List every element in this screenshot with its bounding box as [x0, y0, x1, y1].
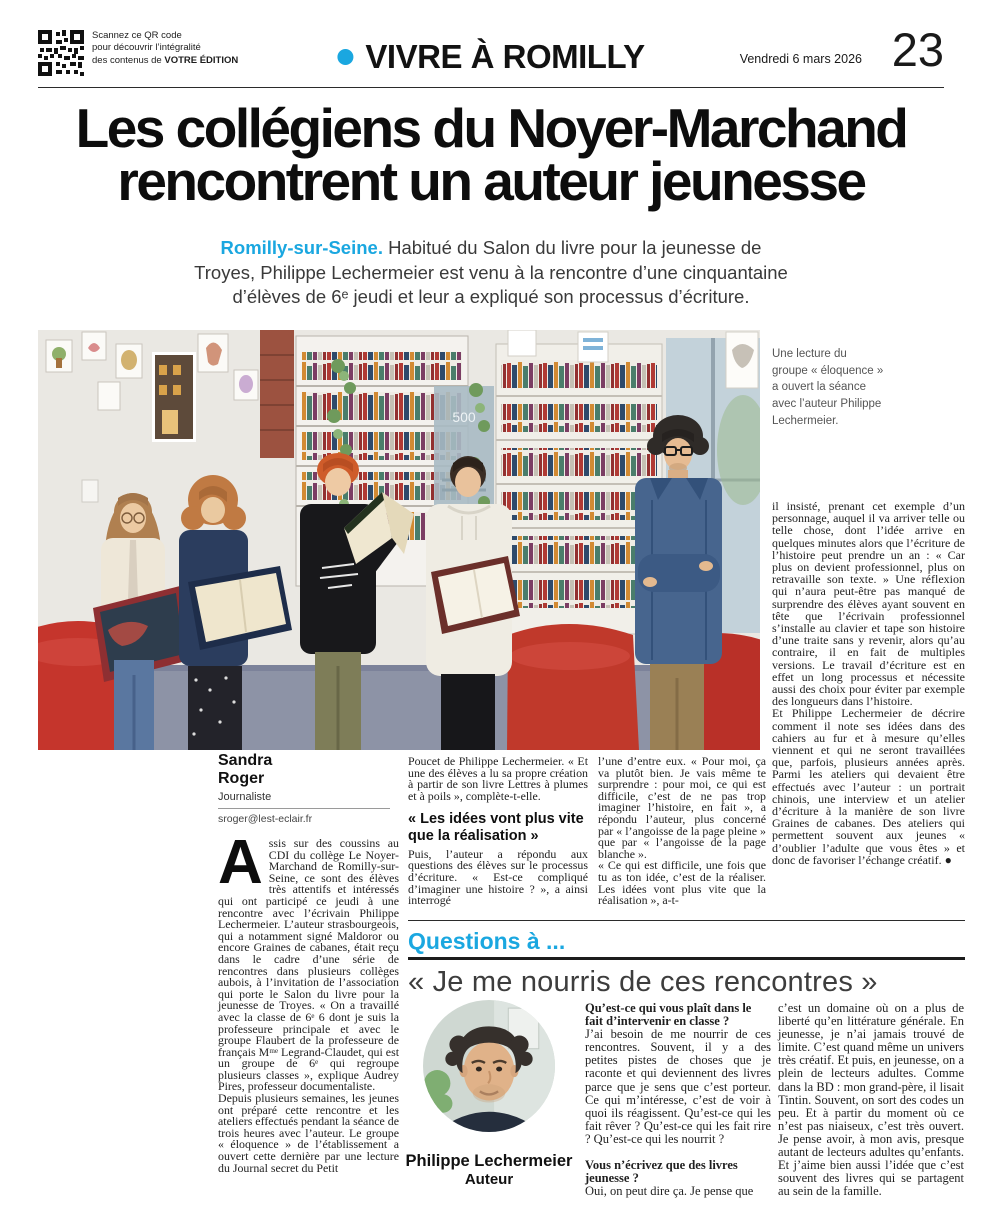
photo-caption: Une lecture du groupe « éloquence » a ouvert la séance avec l’auteur Philippe Lechermeier. [772, 348, 884, 427]
main-headline: Les collégiens du Noyer-Marchand rencontrent un auteur jeunesse [75, 97, 907, 213]
section-title: VIVRE À ROMILLY [365, 38, 645, 75]
byline-block [218, 752, 390, 825]
interview-kicker: Questions à ... [408, 928, 566, 954]
article-column-2 [408, 756, 588, 920]
interview-column-2 [778, 1002, 964, 1198]
main-photo [38, 330, 760, 750]
paragraph: « Ce qui est difficile, une fois que tu as ton idée, c’est de la réaliser. Les idées vont plus vite que la réalisation », a-t- [598, 858, 766, 908]
paragraph: Puis, l’auteur a répondu aux questions des élèves sur le processus d’écriture. « Est-ce compliqué d’imaginer une histoire ? », a ainsi interrogé [408, 846, 588, 908]
interview-top-rule [408, 920, 965, 921]
lede-paragraph [191, 236, 791, 310]
edition-date: Vendredi 6 mars 2026 [739, 52, 862, 66]
interview-quote-headline: « Je me nourris de ces rencontres » [408, 966, 878, 998]
interview-answer: c’est un domaine où on a plus de liberté qu’en littérature générale. En jeunesse, je n’ai jamais trouvé de limite. C’est quand même un univers très créatif. Et puis, en jeunesse, on a plein de lecteurs adultes. Comme dans la BD : mon grand-père, il lisait Tintin. Souvent, on sort des codes un peu. Et à partir du moment où ce n’est pas niaiseux, c’est très ouvert. Je pense avoir, à mon avis, presque autant de lecteurs adultes qu’enfants. Et j’aime bien aussi l’idée que c’est souvent des livres qui se partagent au sein de la famille. [778, 1001, 964, 1199]
article-column-right [772, 500, 965, 866]
author-name: Sandra Roger [218, 752, 273, 787]
interview-column-1 [585, 1002, 771, 1198]
paragraph: l’une d’entre eux. « Pour moi, ça va plutôt bien. Je vais même te surprendre : pour moi, ce qui est difficile, c’est de ne pas trop imaginer l’histoire, en fait », a répondu l’auteur, plus concerné par « l’angoisse de la page pleine » que par « l’angoisse de la page blanche ». [598, 754, 766, 861]
qr-code-icon [38, 30, 84, 76]
qr-caption: Scannez ce QR code pour découvrir l’intégralité des contenus de VOTRE ÉDITION [92, 30, 239, 66]
paragraph: Poucet de Philippe Lechermeier. « Et une des élèves a lu sa propre création à partir de son livre Lettres à plumes et à poils », complète-t-elle. [408, 754, 588, 803]
article-column-3 [598, 756, 766, 920]
portrait-caption [398, 1152, 580, 1188]
masthead-rule [38, 87, 944, 88]
interview-answer: J’ai besoin de me nourrir de ces rencontres. Souvent, il y a des petites pistes de choses que je raconte et qui deviennent des livres parce que je sens que c’est porteur. Ce qui m’intéresse, c’est de voir à quoi ils réagissent. Qu’est-ce qui les fait rêver ? Qu’est-ce qui les fait rire ? Qu’est-ce qui les nourrit ? [585, 1027, 771, 1146]
interview-question: Vous n’écrivez que des livres jeunesse ? [585, 1158, 738, 1186]
qr-block [38, 30, 238, 76]
shelf-sign-500: 500 [452, 409, 476, 425]
drop-cap: A [218, 828, 263, 897]
interview-thick-rule [408, 957, 965, 960]
page-number: 23 [891, 23, 944, 76]
article-subhead: « Les idées vont plus vite que la réalisation » [408, 811, 584, 844]
section-header [337, 38, 644, 76]
article-column-1 [218, 828, 400, 1198]
portrait-name: Philippe Lechermeier [405, 1152, 573, 1170]
author-role: Journaliste [218, 791, 390, 809]
section-bullet-icon [337, 49, 353, 65]
interview-answer: Oui, on peut dire ça. Je pense que [585, 1184, 754, 1199]
interview-question: Qu’est-ce qui vous plaît dans le fait d’intervenir en classe ? [585, 1001, 752, 1029]
author-portrait [423, 1000, 555, 1132]
paragraph: Depuis plusieurs semaines, les jeunes ont préparé cette rencontre et les ateliers effectués pendant la séance de trois heures avec l’auteur. Le groupe « éloquence » de l’établissement a ouvert cette dernière par une lecture du Journal secret du Petit [218, 1091, 400, 1175]
paragraph: il insisté, prenant cet exemple d’un personnage, auquel il va arriver telle ou telle chose, dont l’idée arrive en quelques minutes alors que l’écriture de l’histoire peut prendre un an : « Car plus on devient professionnel, plus on retravaille son texte. » Une réflexion qui n’aura peut-être pas manqué de surprendre des élèves ayant souvent en tête que l’écrivain professionnel s’installe au clavier et tape son histoire d’une traite sans y revenir, alors qu’au contraire, il en fait de multiples versions. Le travail d’écriture est en effet un long processus et nécessite aussi des choix pour éviter par exemple des longueurs dans l’histoire. [772, 499, 965, 709]
lede-text: Habitué du Salon du livre pour la jeunesse de Troyes, Philippe Lechermeier est venu à la rencontre d’une cinquantaine d’élèves de 6ᵉ jeudi et leur a expliqué son processus d’écriture. [194, 237, 788, 308]
portrait-role: Auteur [464, 1171, 514, 1188]
paragraph: Et Philippe Lechermeier de décrire comment il note ses idées dans des cahiers au fur et à mesure qu’elles viennent et qui ne seront travaillées que, parfois, plusieurs années après. Parmi les ateliers qui devaient être effectués avec l’auteur : un portrait chinois, une interview et un atelier d’écriture à la manière de son livre Graines de cabanes. Des ateliers qui permettent souvent aux jeunes « d’oublier l’adulte que vous êtes » et donc de favoriser l’échange créatif. ● [772, 706, 965, 867]
author-email[interactable]: sroger@lest-eclair.fr [218, 813, 313, 826]
paragraph: Assis sur des coussins au CDI du collège Le Noyer-Marchand de Romilly-sur-Seine, ce sont des élèves très attentifs et intéressés qui ont participé ce jeudi à une rencontre avec l’écrivain Philippe Lechermeier. L’auteur strasbourgeois, qui a notamment signé Maldoror ou encore Graines de cabanes, était reçu dans le cadre d’une série de rencontres dans plusieurs collèges aubois, à l’invitation de l’association qui porte le Salon du livre pour la jeunesse de Troyes. « On a travaillé avec la classe de 6ᵉ 6 dont je suis la professeure principale et avec le groupe Flaubert de la professeure de français Mᵐᵉ Legrand-Claudet, qui est un groupe de 6ᵉ qui regroupe plusieurs classes », explique Audrey Pires, professeur documentaliste. [218, 828, 399, 1094]
lede-location: Romilly-sur-Seine. [220, 237, 383, 258]
